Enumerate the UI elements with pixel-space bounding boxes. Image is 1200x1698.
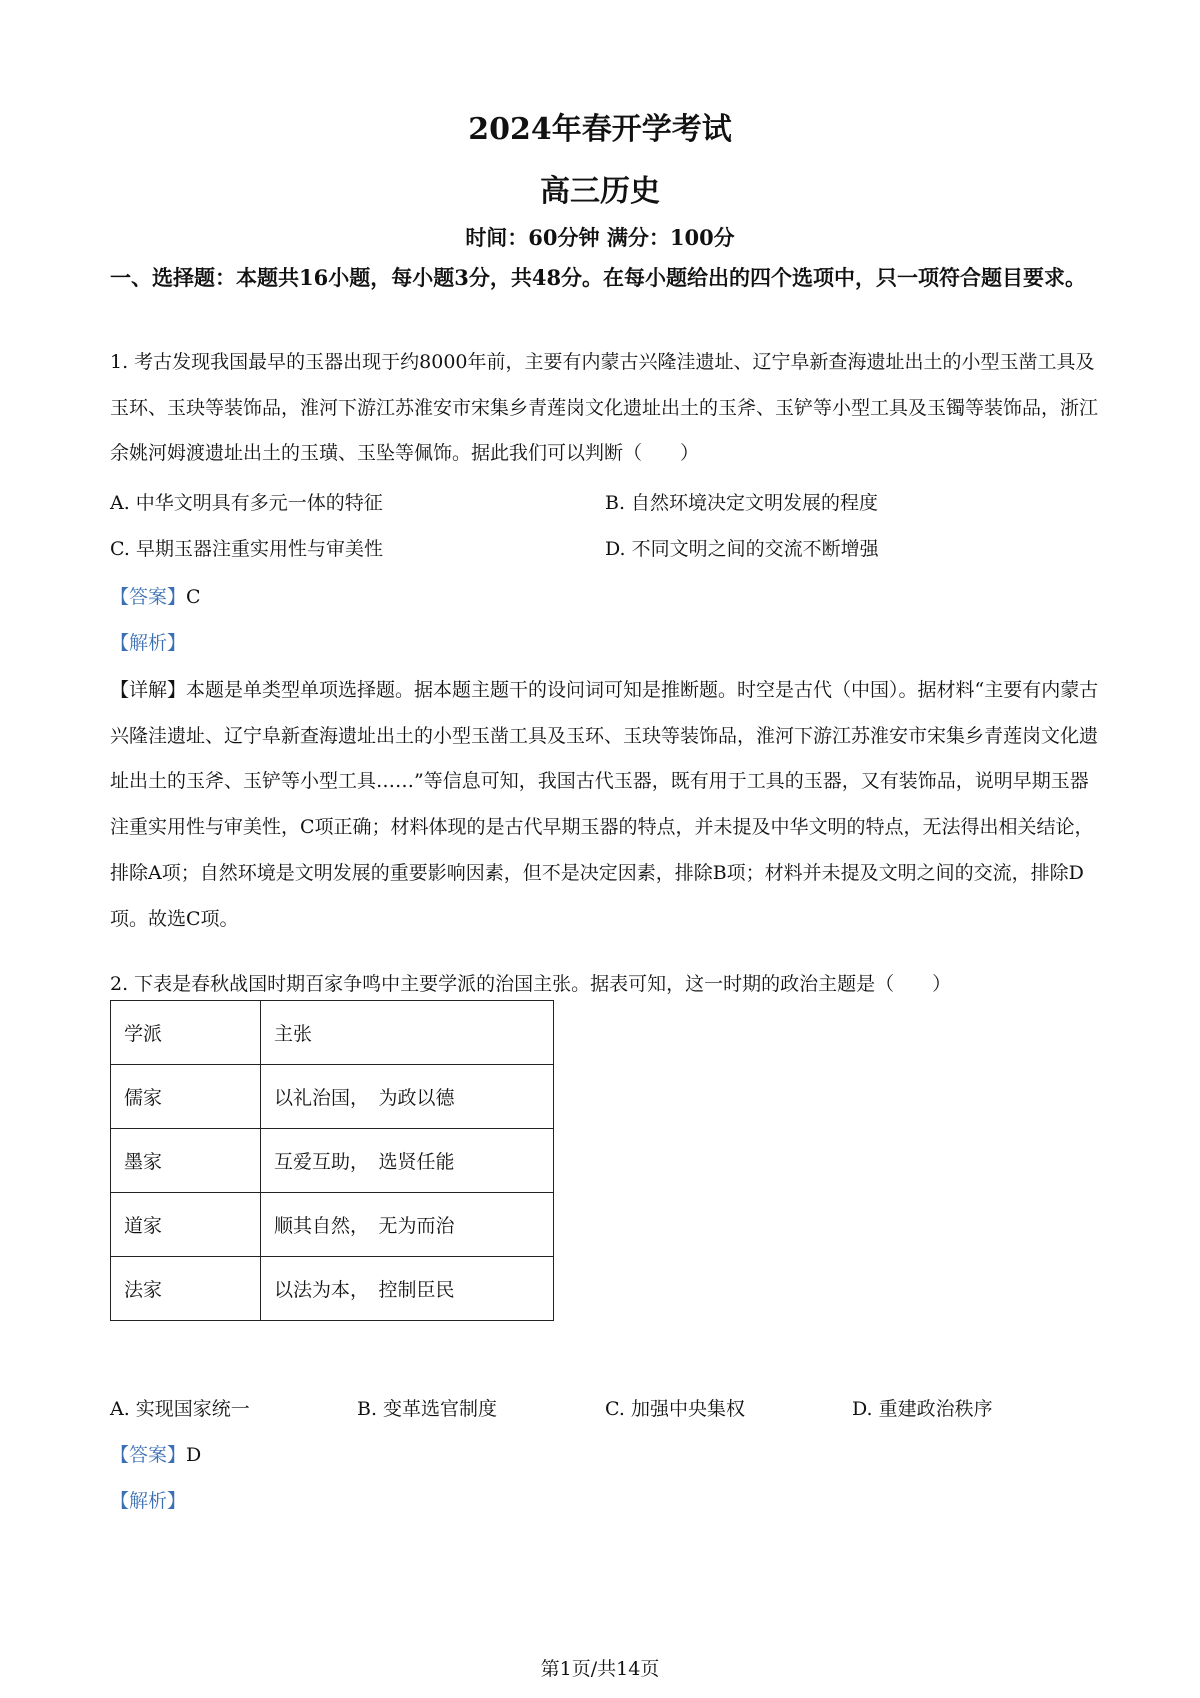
table-cell: 道家 [111, 1193, 261, 1257]
question-1-detail [110, 668, 1100, 942]
exam-title: 2024年春开学考试 [468, 112, 732, 147]
exam-info: 时间：60分钟 满分：100分 [465, 225, 735, 250]
table-cell: 法家 [111, 1257, 261, 1321]
table-row [111, 1129, 554, 1193]
answer-tag: 【答案】 [110, 586, 187, 608]
question-2-option-b: B. 变革选官制度 [357, 1398, 498, 1420]
question-2-option-c: C. 加强中央集权 [605, 1398, 745, 1420]
table-cell: 以礼治国， 为政以德 [261, 1065, 554, 1129]
table-header-cell: 主张 [261, 1001, 554, 1065]
question-2-answer [110, 1440, 201, 1467]
question-1-stem: 1. 考古发现我国最早的玉器出现于约8000年前，主要有内蒙古兴隆洼遗址、辽宁阜新查海遗址出土的小型玉凿工具及玉环、玉玦等装饰品，淮河下游江苏淮安市宋集乡青莲岗文化遗址出土的玉斧、玉铲等小型工具及玉镯等装饰品，浙江余姚河姆渡遗址出土的玉璜、玉坠等佩饰。据此我们可以判断（ ） [110, 351, 1099, 465]
question-1-option-d: D. 不同文明之间的交流不断增强 [605, 538, 879, 560]
answer-value: C [186, 586, 201, 608]
table-cell: 互爱互助， 选贤任能 [261, 1129, 554, 1193]
page-number: 第1页/共14页 [540, 1658, 660, 1680]
detail-tag: 【详解】 [110, 679, 187, 701]
question-2-analysis [110, 1486, 186, 1513]
analysis-tag: 【解析】 [110, 632, 187, 654]
table-row [111, 1193, 554, 1257]
question-1-option-a: A. 中华文明具有多元一体的特征 [110, 492, 383, 514]
table-row [111, 1257, 554, 1321]
table-cell: 以法为本， 控制臣民 [261, 1257, 554, 1321]
question-2-option-d: D. 重建政治秩序 [852, 1398, 993, 1420]
section-heading: 一、选择题：本题共16小题，每小题3分，共48分。在每小题给出的四个选项中，只一项符合题目要求。 [110, 265, 1087, 290]
question-1-option-b: B. 自然环境决定文明发展的程度 [605, 492, 879, 514]
question-1-option-c: C. 早期玉器注重实用性与审美性 [110, 538, 383, 560]
question-1-answer [110, 582, 201, 609]
question-2-stem: 2. 下表是春秋战国时期百家争鸣中主要学派的治国主张。据表可知，这一时期的政治主题是（ ） [110, 973, 952, 995]
schools-table [110, 1000, 554, 1321]
table-row [111, 1065, 554, 1129]
table-cell: 儒家 [111, 1065, 261, 1129]
table-cell: 墨家 [111, 1129, 261, 1193]
answer-tag: 【答案】 [110, 1444, 187, 1466]
question-1-analysis [110, 628, 186, 655]
subject-title: 高三历史 [540, 174, 660, 209]
analysis-tag: 【解析】 [110, 1490, 187, 1512]
detail-text: 本题是单类型单项选择题。据本题主题干的设问词可知是推断题。时空是古代（中国）。据材料“主要有内蒙古兴隆洼遗址、辽宁阜新查海遗址出土的小型玉凿工具及玉环、玉玦等装饰品，淮河下游江苏淮安市宋集乡青莲岗文化遗址出土的玉斧、玉铲等小型工具……”等信息可知，我国古代玉器，既有用于工具的玉器，又有装饰品，说明早期玉器注重实用性与审美性，C项正确；材料体现的是古代早期玉器的特点，并未提及中华文明的特点，无法得出相关结论，排除A项；自然环境是文明发展的重要影响因素，但不是决定因素，排除B项；材料并未提及文明之间的交流，排除D项。故选C项。 [110, 679, 1099, 930]
answer-value: D [186, 1444, 202, 1466]
question-2-option-a: A. 实现国家统一 [110, 1398, 250, 1420]
table-header-row [111, 1001, 554, 1065]
table-header-cell: 学派 [111, 1001, 261, 1065]
table-cell: 顺其自然， 无为而治 [261, 1193, 554, 1257]
